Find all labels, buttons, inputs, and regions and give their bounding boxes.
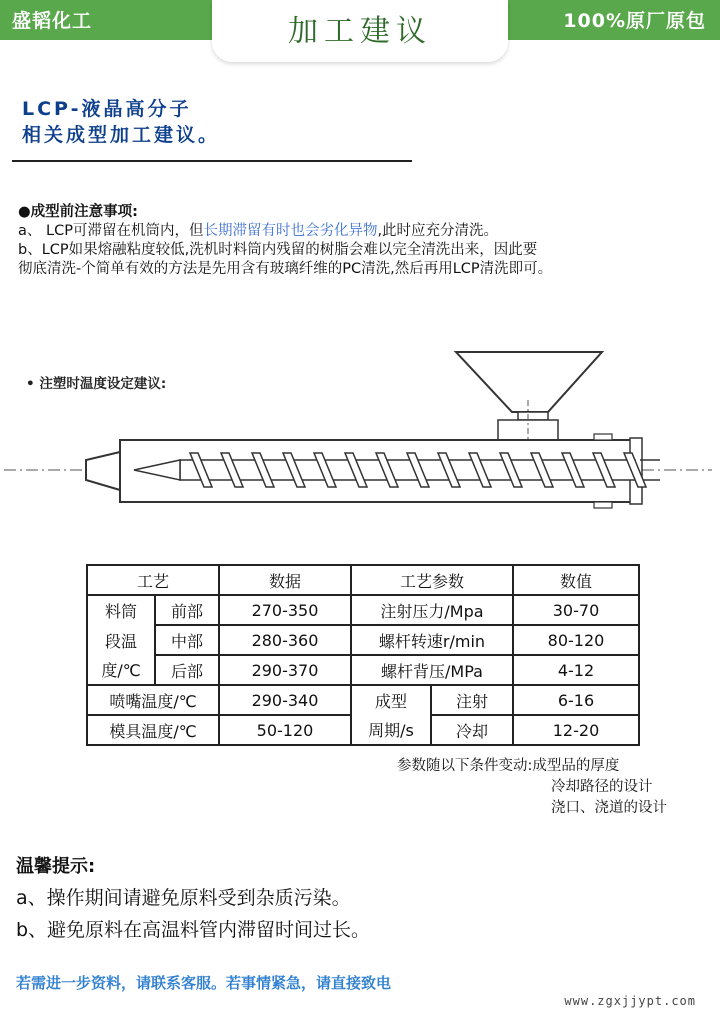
barrel-label-2: 段温 [87,625,155,655]
header-parameter: 工艺参数 [351,565,513,595]
pre-note-b-line2: 彻底清洗-个简单有效的方法是先用含有玻璃纤维的PC清洗,然后再用LCP清洗即可。 [18,261,553,277]
cycle-cool: 冷却 [431,715,513,745]
note-line-2: 冷却路径的设计 [551,779,653,795]
pre-note-a-highlight: 长期滞留有时也会劣化异物 [203,223,378,239]
header-data: 数据 [219,565,351,595]
pre-note-a-start: a、 LCP可滞留在机筒内，但 [18,223,204,239]
cycle-label-1: 成型 [351,685,431,715]
header-value: 数值 [513,565,639,595]
watermark: www.zgxjjypt.com [564,994,696,1008]
condition-note [397,756,667,819]
injection-barrel-diagram [0,340,720,540]
table-row [87,655,639,685]
note-line-3: 浇口、浇道的设计 [551,800,667,816]
diagram-label: • 注塑时温度设定建议: [26,376,167,392]
header-process: 工艺 [87,565,219,595]
value-inject: 6-16 [513,685,639,715]
tips-title: 温馨提示: [16,856,96,877]
zone-middle: 中部 [155,625,219,655]
pre-molding-notes [18,203,708,279]
pre-note-b-line1: b、LCP如果熔融粘度较低,洗机时料筒内残留的树脂会难以完全清洗出来，因此要 [18,242,538,258]
table-row [87,685,639,715]
cycle-inject: 注射 [431,685,513,715]
barrel-label-1: 料筒 [87,595,155,625]
tip-a: a、操作期间请避免原料受到杂质污染。 [16,887,351,909]
brand-name: 盛韬化工 [12,10,93,32]
mold-temp-label: 模具温度/℃ [87,715,219,745]
zone-rear: 后部 [155,655,219,685]
value-nozzle-temp: 290-340 [219,685,351,715]
table-row [87,595,639,625]
parameter-table [86,564,640,746]
barrel-label-3: 度/℃ [87,655,155,685]
value-front: 270-350 [219,595,351,625]
note-line-1: 参数随以下条件变动:成型品的厚度 [397,758,620,774]
value-screw-speed: 80-120 [513,625,639,655]
param-screw-speed: 螺杆转速r/min [351,625,513,655]
original-pack-badge: 100%原厂原包 [563,10,706,32]
intro-line-2: 相关成型加工建议。 [22,124,221,146]
pre-notes-heading: ●成型前注意事项: [18,204,138,220]
value-mold-temp: 50-120 [219,715,351,745]
zone-front: 前部 [155,595,219,625]
pre-note-a [18,222,708,241]
intro-divider [12,160,412,162]
table-header-row [87,565,639,595]
contact-text: 若需进一步资料，请联系客服。若事情紧急，请直接致电 [16,974,392,992]
value-injection-pressure: 30-70 [513,595,639,625]
value-cool: 12-20 [513,715,639,745]
page-title: 加工建议 [288,14,432,49]
table-row [87,625,639,655]
param-back-pressure: 螺杆背压/MPa [351,655,513,685]
nozzle-temp-label: 喷嘴温度/℃ [87,685,219,715]
value-back-pressure: 4-12 [513,655,639,685]
table-row [87,715,639,745]
pre-note-a-end: ,此时应充分清洗。 [377,223,499,239]
param-injection-pressure: 注射压力/Mpa [351,595,513,625]
value-rear: 290-370 [219,655,351,685]
tip-b: b、避免原料在高温料管内滞留时间过长。 [16,919,371,941]
value-middle: 280-360 [219,625,351,655]
intro-line-1: LCP-液晶高分子 [22,98,192,120]
cycle-label-2: 周期/s [351,715,431,745]
